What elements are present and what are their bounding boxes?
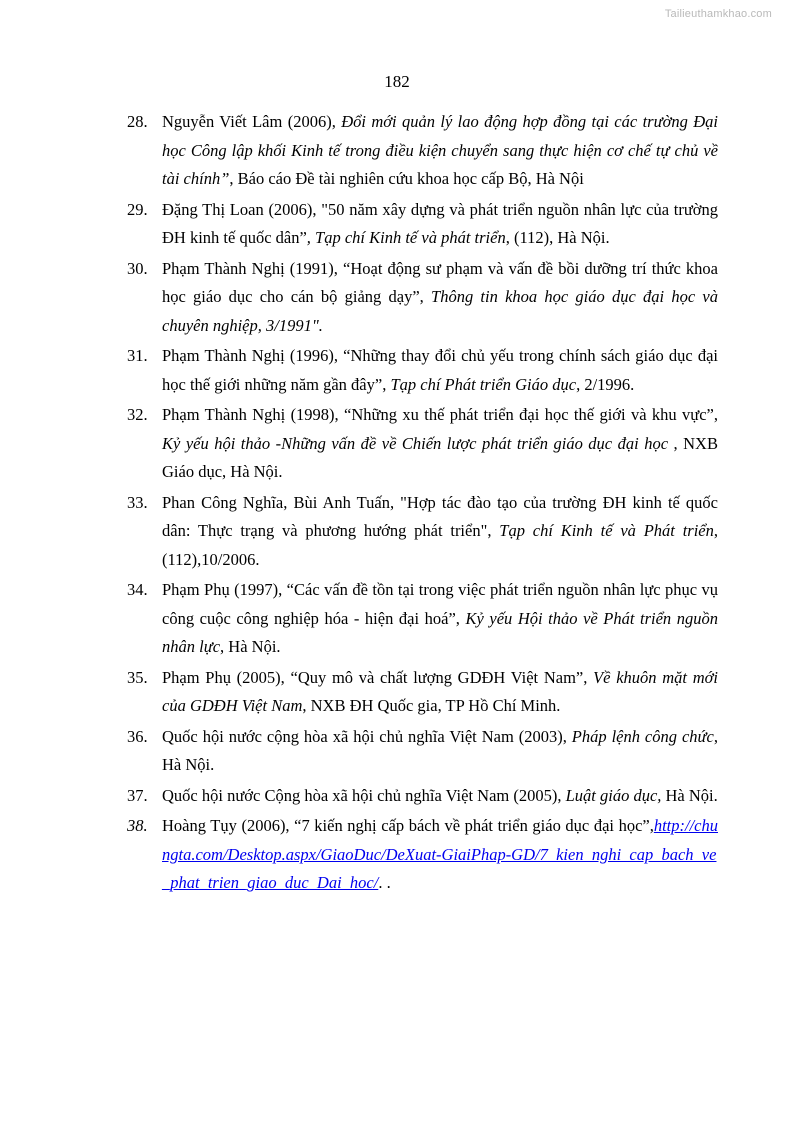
reference-text-run: Quốc hội nước Cộng hòa xã hội chủ nghĩa Việt Nam (2005), xyxy=(162,785,566,805)
reference-number: 36. xyxy=(127,726,148,746)
reference-entry xyxy=(120,812,720,898)
reference-text-run: Quốc hội nước cộng hòa xã hội chủ nghĩa Việt Nam (2003), xyxy=(162,726,572,746)
reference-text-run: Đổi mới quản lý lao động hợp đồng tại các trường Đại học Công lập khối Kinh tế trong điều kiện chuyển sang thực hiện cơ chế tự chủ về tài chính” xyxy=(162,112,719,188)
reference-text xyxy=(162,255,720,341)
reference-text-run: , Tạp chí Kinh tế và phát triển xyxy=(306,228,506,247)
reference-number: 34. xyxy=(127,580,148,599)
reference-text-run: , Hà Nội. xyxy=(162,726,718,774)
reference-entry xyxy=(120,196,720,253)
reference-text xyxy=(162,489,720,575)
reference-text-run: Phạm Phụ (2005), “Quy mô và chất lượng GDĐH Việt Nam”, xyxy=(162,667,594,687)
reference-text-run: Phạm Thành Nghị (1998), “Những xu thế phát triển đại học thế giới và khu vực”, xyxy=(162,405,718,424)
reference-text-run: Phan Công Nghĩa, Bùi Anh Tuấn, "Hợp tác đào tạo của trường ĐH kinh tế quốc dân: Thực trạng và phương hướng phát triển", xyxy=(162,492,718,540)
reference-text-run: Phạm Thành Nghị (1991), “Hoạt động sư phạm và vấn đề bồi dưỡng trí thức khoa học giáo dục cho cán bộ giảng dạy”, xyxy=(162,258,718,306)
reference-text xyxy=(162,401,720,487)
reference-text-run: , (112), Hà Nội. xyxy=(505,228,610,247)
reference-text-run: Pháp lệnh công chức xyxy=(571,726,714,746)
reference-entry xyxy=(120,401,720,487)
reference-number: 30. xyxy=(127,258,148,278)
reference-text xyxy=(162,664,720,721)
reference-text-run: Thông tin khoa học giáo dục đại học và chuyên nghiệp, 3/1991". xyxy=(162,287,718,335)
reference-entry xyxy=(120,782,720,811)
reference-text-run: Nguyễn Viết Lâm (2006), xyxy=(162,112,342,131)
reference-text xyxy=(162,342,720,399)
reference-link[interactable]: http://chungta.com/Desktop.aspx/GiaoDuc/DeXuat-GiaiPhap-GD/7_kien_nghi_cap_bach_ve_phat_trien_giao_duc_Dai_hoc/ xyxy=(162,816,718,892)
reference-text-run: Tạp chí Kinh tế và Phát triển xyxy=(499,521,714,540)
reference-entry xyxy=(120,723,720,780)
reference-number: 28. xyxy=(127,112,148,131)
reference-text-run: Phạm Thành Nghị (1996), “Những thay đổi chủ yếu trong chính sách giáo dục đại học thế giới những năm gần đây”, xyxy=(162,346,718,394)
reference-text-run: , NXB ĐH Quốc gia, TP Hồ Chí Minh. xyxy=(302,696,561,715)
reference-text-run: Kỷ yếu Hội thảo về Phát triển nguồn nhân lực xyxy=(162,608,718,656)
reference-number: 37. xyxy=(127,785,148,805)
reference-text xyxy=(162,196,720,253)
reference-text-run: Luật giáo dục, xyxy=(565,785,662,805)
reference-entry xyxy=(120,342,720,399)
reference-list xyxy=(120,108,720,900)
reference-text-run: Kỷ yếu hội thảo -Những vấn đề về Chiến lược phát triển giáo dục đại học xyxy=(162,433,669,453)
reference-text-run: , Hà Nội. xyxy=(220,637,281,656)
reference-text xyxy=(162,723,720,780)
reference-number: 33. xyxy=(127,492,148,512)
reference-text-run: , 2/1996. xyxy=(576,374,635,394)
reference-text-run: Về khuôn mặt mới của GDĐH Việt Nam xyxy=(162,667,718,715)
reference-entry xyxy=(120,108,720,194)
reference-number: 29. xyxy=(127,199,148,219)
page-number: 182 xyxy=(384,72,410,91)
watermark-text: Tailieuthamkhao.com xyxy=(664,8,772,20)
reference-entry xyxy=(120,576,720,662)
reference-text xyxy=(162,812,720,898)
reference-text-run: Hà Nội. xyxy=(661,785,718,805)
reference-text-run: Đặng Thị Loan (2006), "50 năm xây dựng và phát triển nguồn nhân lực của trường ĐH kinh tế quốc dân” xyxy=(162,199,718,247)
reference-entry xyxy=(120,255,720,341)
reference-number: 32. xyxy=(127,405,148,424)
reference-number: 35. xyxy=(127,667,148,687)
reference-text xyxy=(162,108,720,194)
reference-text-run: Tạp chí Phát triển Giáo dục xyxy=(390,374,577,394)
reference-text-run: , Báo cáo Đề tài nghiên cứu khoa học cấp Bộ, Hà Nội xyxy=(229,169,584,188)
reference-text-run: Hoàng Tụy (2006), “7 kiến nghị cấp bách về phát triển giáo dục đại học”, xyxy=(162,816,654,835)
reference-number: 31. xyxy=(127,346,148,365)
reference-text-run: . . xyxy=(378,873,391,892)
reference-entry xyxy=(120,664,720,721)
reference-text-run: , (112),10/2006. xyxy=(162,521,718,569)
reference-text-run: Phạm Phụ (1997), “Các vấn đề tồn tại trong việc phát triển nguồn nhân lực phục vụ công cuộc công nghiệp hóa - hiện đại hoá”, xyxy=(162,580,718,628)
reference-entry xyxy=(120,489,720,575)
reference-text xyxy=(162,576,720,662)
reference-number: 38. xyxy=(127,816,148,835)
reference-text-run: , NXB Giáo dục, Hà Nội. xyxy=(162,433,718,481)
reference-text xyxy=(162,782,720,811)
